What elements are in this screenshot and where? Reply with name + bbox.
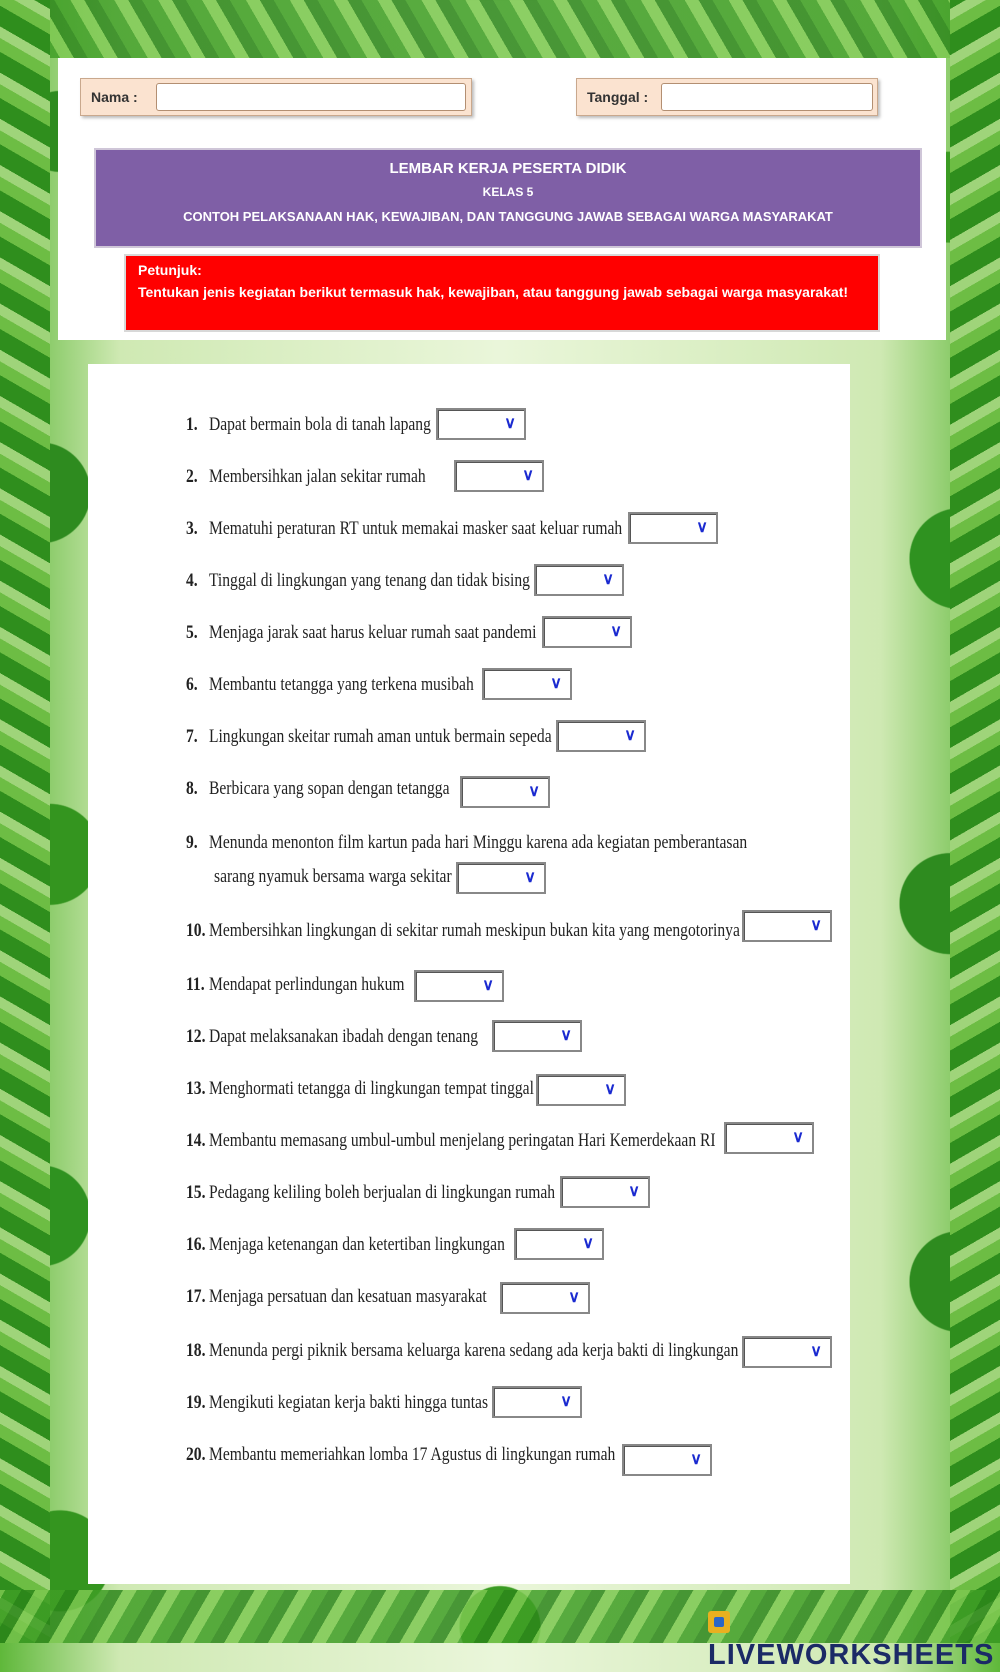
nama-field-box xyxy=(80,78,472,116)
question-3 xyxy=(186,518,622,540)
chevron-down-icon: ∨ xyxy=(522,467,534,484)
question-2 xyxy=(186,466,426,488)
answer-dropdown-2[interactable] xyxy=(454,460,544,492)
chevron-down-icon: ∨ xyxy=(528,783,540,800)
worksheet-header xyxy=(58,58,946,340)
question-text: Mematuhi peraturan RT untuk memakai masker saat keluar rumah xyxy=(208,518,623,539)
answer-dropdown-16[interactable] xyxy=(514,1228,604,1260)
answer-dropdown-15[interactable] xyxy=(560,1176,650,1208)
chevron-down-icon: ∨ xyxy=(560,1393,572,1410)
question-5 xyxy=(186,622,536,644)
question-13 xyxy=(186,1078,534,1100)
question-number: 15. xyxy=(186,1182,206,1203)
answer-dropdown-5[interactable] xyxy=(542,616,632,648)
answer-dropdown-17[interactable] xyxy=(500,1282,590,1314)
title-line-3: CONTOH PELAKSANAAN HAK, KEWAJIBAN, DAN TANGGUNG JAWAB SEBAGAI WARGA MASYARAKAT xyxy=(183,209,833,224)
question-text: Mengikuti kegiatan kerja bakti hingga tuntas xyxy=(208,1392,489,1413)
question-number: 5. xyxy=(186,622,198,643)
question-number: 20. xyxy=(186,1444,206,1465)
answer-dropdown-10[interactable] xyxy=(742,910,832,942)
question-text: Tinggal di lingkungan yang tenang dan tidak bising xyxy=(208,570,530,591)
liveworksheets-logo[interactable] xyxy=(708,1606,1000,1672)
instruction-text: Tentukan jenis kegiatan berikut termasuk hak, kewajiban, atau tanggung jawab sebagai warga masyarakat! xyxy=(138,284,849,300)
chevron-down-icon: ∨ xyxy=(792,1129,804,1146)
logo-text: LIVEWORKSHEETS xyxy=(708,1639,995,1671)
answer-dropdown-8[interactable] xyxy=(460,776,550,808)
question-number: 19. xyxy=(186,1392,206,1413)
question-17 xyxy=(186,1286,487,1308)
question-1 xyxy=(186,414,431,436)
question-text: Membantu tetangga yang terkena musibah xyxy=(208,674,474,695)
answer-dropdown-13[interactable] xyxy=(536,1074,626,1106)
question-number: 4. xyxy=(186,570,198,591)
question-text: Membantu memasang umbul-umbul menjelang peringatan Hari Kemerdekaan RI xyxy=(208,1130,716,1151)
answer-dropdown-9[interactable] xyxy=(456,862,546,894)
question-11 xyxy=(186,974,405,996)
question-text: Pedagang keliling boleh berjualan di lingkungan rumah xyxy=(208,1182,556,1203)
answer-dropdown-20[interactable] xyxy=(622,1444,712,1476)
question-14 xyxy=(186,1130,716,1152)
question-number: 16. xyxy=(186,1234,206,1255)
question-number: 8. xyxy=(186,778,198,799)
question-20 xyxy=(186,1444,615,1466)
question-number: 17. xyxy=(186,1286,206,1307)
chevron-down-icon: ∨ xyxy=(810,917,822,934)
answer-dropdown-11[interactable] xyxy=(414,970,504,1002)
leaf-border-left xyxy=(0,0,50,1643)
question-19 xyxy=(186,1392,488,1414)
question-text: Menunda menonton film kartun pada hari Minggu karena ada kegiatan pemberantasan xyxy=(208,832,748,853)
answer-dropdown-19[interactable] xyxy=(492,1386,582,1418)
chevron-down-icon: ∨ xyxy=(550,675,562,692)
question-9-line-2 xyxy=(214,866,452,888)
question-text: Berbicara yang sopan dengan tetangga xyxy=(208,778,450,799)
question-18 xyxy=(186,1340,738,1362)
question-10 xyxy=(186,920,740,942)
chevron-down-icon: ∨ xyxy=(624,727,636,744)
question-number: 9. xyxy=(186,832,198,853)
leaf-border-top xyxy=(0,0,1000,58)
question-number: 11. xyxy=(186,974,205,995)
question-4 xyxy=(186,570,530,592)
question-8 xyxy=(186,778,449,800)
question-7 xyxy=(186,726,552,748)
question-number: 13. xyxy=(186,1078,206,1099)
question-text: Membantu memeriahkan lomba 17 Agustus di lingkungan rumah xyxy=(208,1444,616,1465)
title-banner xyxy=(94,148,922,248)
question-text: Dapat bermain bola di tanah lapang xyxy=(208,414,431,435)
answer-dropdown-18[interactable] xyxy=(742,1336,832,1368)
chevron-down-icon: ∨ xyxy=(690,1451,702,1468)
question-text: Membersihkan lingkungan di sekitar rumah meskipun bukan kita yang mengotorinya xyxy=(208,920,740,941)
question-number: 6. xyxy=(186,674,198,695)
question-12 xyxy=(186,1026,478,1048)
question-number: 2. xyxy=(186,466,198,487)
question-text: Dapat melaksanakan ibadah dengan tenang xyxy=(208,1026,479,1047)
chevron-down-icon: ∨ xyxy=(696,519,708,536)
chevron-down-icon: ∨ xyxy=(582,1235,594,1252)
question-16 xyxy=(186,1234,505,1256)
nama-input[interactable] xyxy=(156,83,466,111)
question-text: Menghormati tetangga di lingkungan tempat tinggal xyxy=(208,1078,534,1099)
question-number: 10. xyxy=(186,920,206,941)
chevron-down-icon: ∨ xyxy=(482,977,494,994)
chevron-down-icon: ∨ xyxy=(604,1081,616,1098)
question-number: 3. xyxy=(186,518,198,539)
question-text: Menjaga persatuan dan kesatuan masyarakat xyxy=(208,1286,487,1307)
chevron-down-icon: ∨ xyxy=(610,623,622,640)
tanggal-input[interactable] xyxy=(661,83,873,111)
nama-label: Nama : xyxy=(91,89,138,105)
answer-dropdown-12[interactable] xyxy=(492,1020,582,1052)
answer-dropdown-14[interactable] xyxy=(724,1122,814,1154)
question-text: Menjaga jarak saat harus keluar rumah saat pandemi xyxy=(208,622,537,643)
answer-dropdown-1[interactable] xyxy=(436,408,526,440)
chevron-down-icon: ∨ xyxy=(810,1343,822,1360)
liveworksheets-logo-icon xyxy=(708,1611,730,1633)
question-number: 18. xyxy=(186,1340,206,1361)
question-text: Mendapat perlindungan hukum xyxy=(208,974,405,995)
question-text: sarang nyamuk bersama warga sekitar xyxy=(214,866,452,887)
chevron-down-icon: ∨ xyxy=(568,1289,580,1306)
title-line-1: LEMBAR KERJA PESERTA DIDIK xyxy=(389,160,627,177)
question-number: 1. xyxy=(186,414,198,435)
question-text: Menjaga ketenangan dan ketertiban lingkungan xyxy=(208,1234,505,1255)
answer-dropdown-6[interactable] xyxy=(482,668,572,700)
question-number: 7. xyxy=(186,726,198,747)
answer-dropdown-7[interactable] xyxy=(556,720,646,752)
question-number: 14. xyxy=(186,1130,206,1151)
question-text: Lingkungan skeitar rumah aman untuk bermain sepeda xyxy=(208,726,552,747)
question-number: 12. xyxy=(186,1026,206,1047)
chevron-down-icon: ∨ xyxy=(628,1183,640,1200)
instruction-box xyxy=(124,254,880,332)
chevron-down-icon: ∨ xyxy=(524,869,536,886)
instruction-heading: Petunjuk: xyxy=(138,262,202,278)
question-9 xyxy=(186,832,747,854)
title-line-2: KELAS 5 xyxy=(482,185,534,199)
chevron-down-icon: ∨ xyxy=(560,1027,572,1044)
question-sheet xyxy=(88,364,850,1584)
answer-dropdown-4[interactable] xyxy=(534,564,624,596)
question-6 xyxy=(186,674,474,696)
tanggal-label: Tanggal : xyxy=(587,89,649,105)
chevron-down-icon: ∨ xyxy=(504,415,516,432)
leaf-border-right xyxy=(950,0,1000,1643)
question-text: Menunda pergi piknik bersama keluarga karena sedang ada kerja bakti di lingkungan xyxy=(208,1340,739,1361)
question-text: Membersihkan jalan sekitar rumah xyxy=(208,466,426,487)
answer-dropdown-3[interactable] xyxy=(628,512,718,544)
question-15 xyxy=(186,1182,555,1204)
chevron-down-icon: ∨ xyxy=(602,571,614,588)
tanggal-field-box xyxy=(576,78,878,116)
